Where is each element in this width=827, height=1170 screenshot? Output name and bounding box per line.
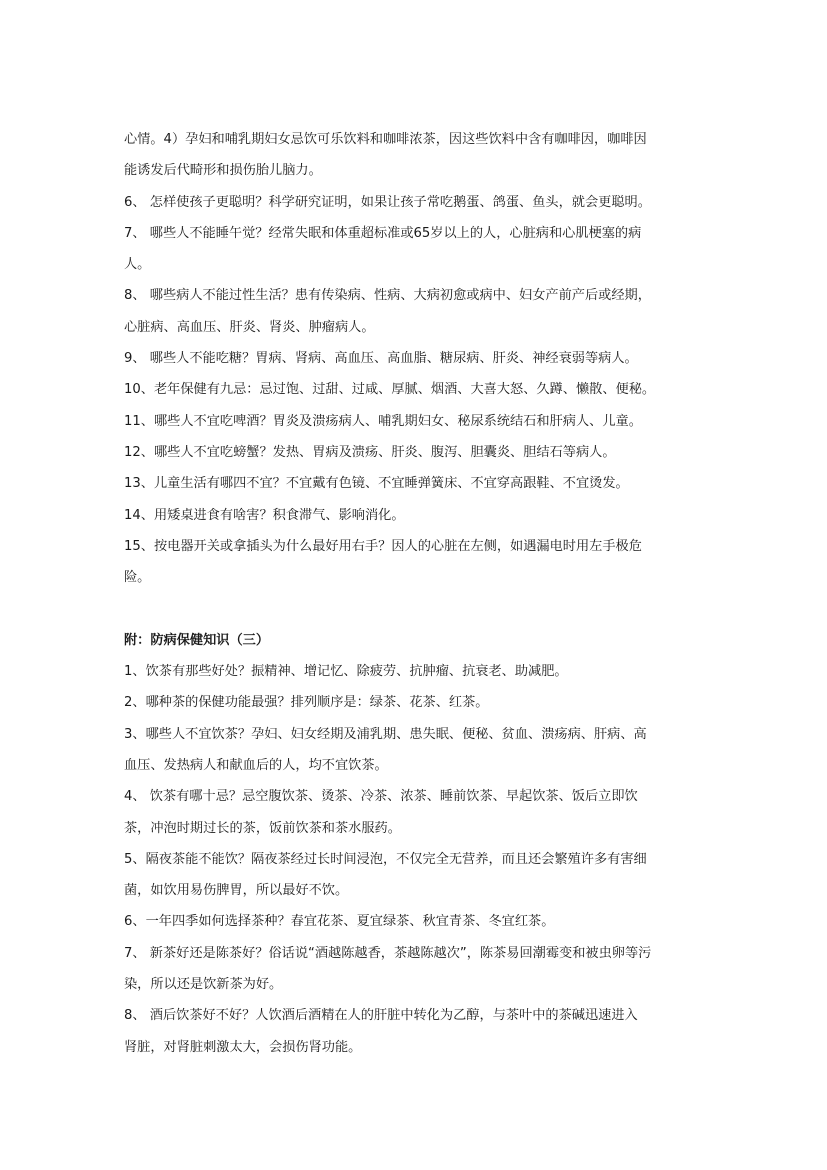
text-line: 心情。4）孕妇和哺乳期妇女忌饮可乐饮料和咖啡浓茶，因这些饮料中含有咖啡因，咖啡因 [124,132,647,147]
text-line: 染，所以还是饮新茶为好。 [124,977,283,993]
text-line: 茶，冲泡时期过长的茶，饭前饮茶和茶水服药。 [124,820,401,836]
text-line: 险。 [124,570,151,586]
text-line: 4、 饮茶有哪十忌？忌空腹饮茶、烫茶、冷茶、浓茶、睡前饮茶、早起饮茶、饭后立即饮 [124,789,638,805]
text-line: 8、 哪些病人不能过性生活？患有传染病、性病、大病初愈或病中、妇女产前产后或经期， [124,288,651,304]
text-line: 15、按电器开关或拿插头为什么最好用右手？因人的心脏在左侧，如遇漏电时用左手极危 [124,538,642,554]
text-line: 能诱发后代畸形和损伤胎儿脑力。 [124,163,322,179]
text-line: 13、儿童生活有哪四不宜？不宜戴有色镜、不宜睡弹簧床、不宜穿高跟鞋、不宜烫发。 [124,476,629,492]
text-line: 人。 [124,257,151,273]
text-line: 1、饮茶有那些好处？振精神、增记忆、除疲劳、抗肿瘤、抗衰老、助减肥。 [124,664,568,680]
text-line: 14、用矮桌进食有啥害？积食滞气、影响消化。 [124,507,405,523]
text-line: 6、 怎样使孩子更聪明？科学研究证明，如果让孩子常吃鹅蛋、鸽蛋、鱼头，就会更聪明。 [124,194,651,210]
text-line: 12、哪些人不宜吃螃蟹？发热、胃病及溃疡、肝炎、腹泻、胆囊炎、胆结石等病人。 [124,444,616,460]
text-line: 9、 哪些人不能吃糖？胃病、肾病、高血压、高血脂、糖尿病、肝炎、神经衰弱等病人。 [124,351,638,367]
text-line: 6、一年四季如何选择茶种？春宜花茶、夏宜绿茶、秋宜青茶、冬宜红茶。 [124,914,555,930]
text-line: 3、哪些人不宜饮茶？孕妇、妇女经期及浦乳期、患失眠、便秘、贫血、溃疡病、肝病、高 [124,726,647,742]
text-line: 10、老年保健有九忌：忌过饱、过甜、过咸、厚腻、烟酒、大喜大怒、久蹲、懒散、便秘。 [124,382,656,398]
text-line: 2、哪种茶的保健功能最强？排列顺序是：绿茶、花茶、红茶。 [124,695,489,711]
text-line: 11、哪些人不宜吃啤酒？胃炎及溃疡病人、哺乳期妇女、秘尿系统结石和肝病人、儿童。 [124,413,642,429]
section-heading: 附：防病保健知识（三） [124,632,270,648]
text-line: 8、 酒后饮茶好不好？人饮酒后酒精在人的肝脏中转化为乙醇，与茶叶中的茶碱迅速进入 [124,1008,638,1024]
text-line: 5、隔夜茶能不能饮？隔夜茶经过长时间浸泡，不仅完全无营养，而且还会繁殖许多有害细 [124,851,647,867]
text-line: 心脏病、高血压、肝炎、肾炎、肿瘤病人。 [124,319,375,335]
text-line: 血压、发热病人和献血后的人，均不宜饮茶。 [124,757,388,773]
document-body [124,124,706,1063]
text-line: 7、 新茶好还是陈茶好？俗话说“酒越陈越香，茶越陈越次”，陈茶易回潮霉变和被虫卵等污 [124,945,652,961]
text-line: 肾脏，对肾脏刺激太大，会损伤肾功能。 [124,1039,362,1055]
text-line: 菌，如饮用易伤脾胃，所以最好不饮。 [124,883,349,899]
paragraph-spacer [124,593,706,624]
text-line: 7、 哪些人不能睡午觉？经常失眠和体重超标准或65岁以上的人，心脏病和心肌梗塞的病 [124,225,642,241]
